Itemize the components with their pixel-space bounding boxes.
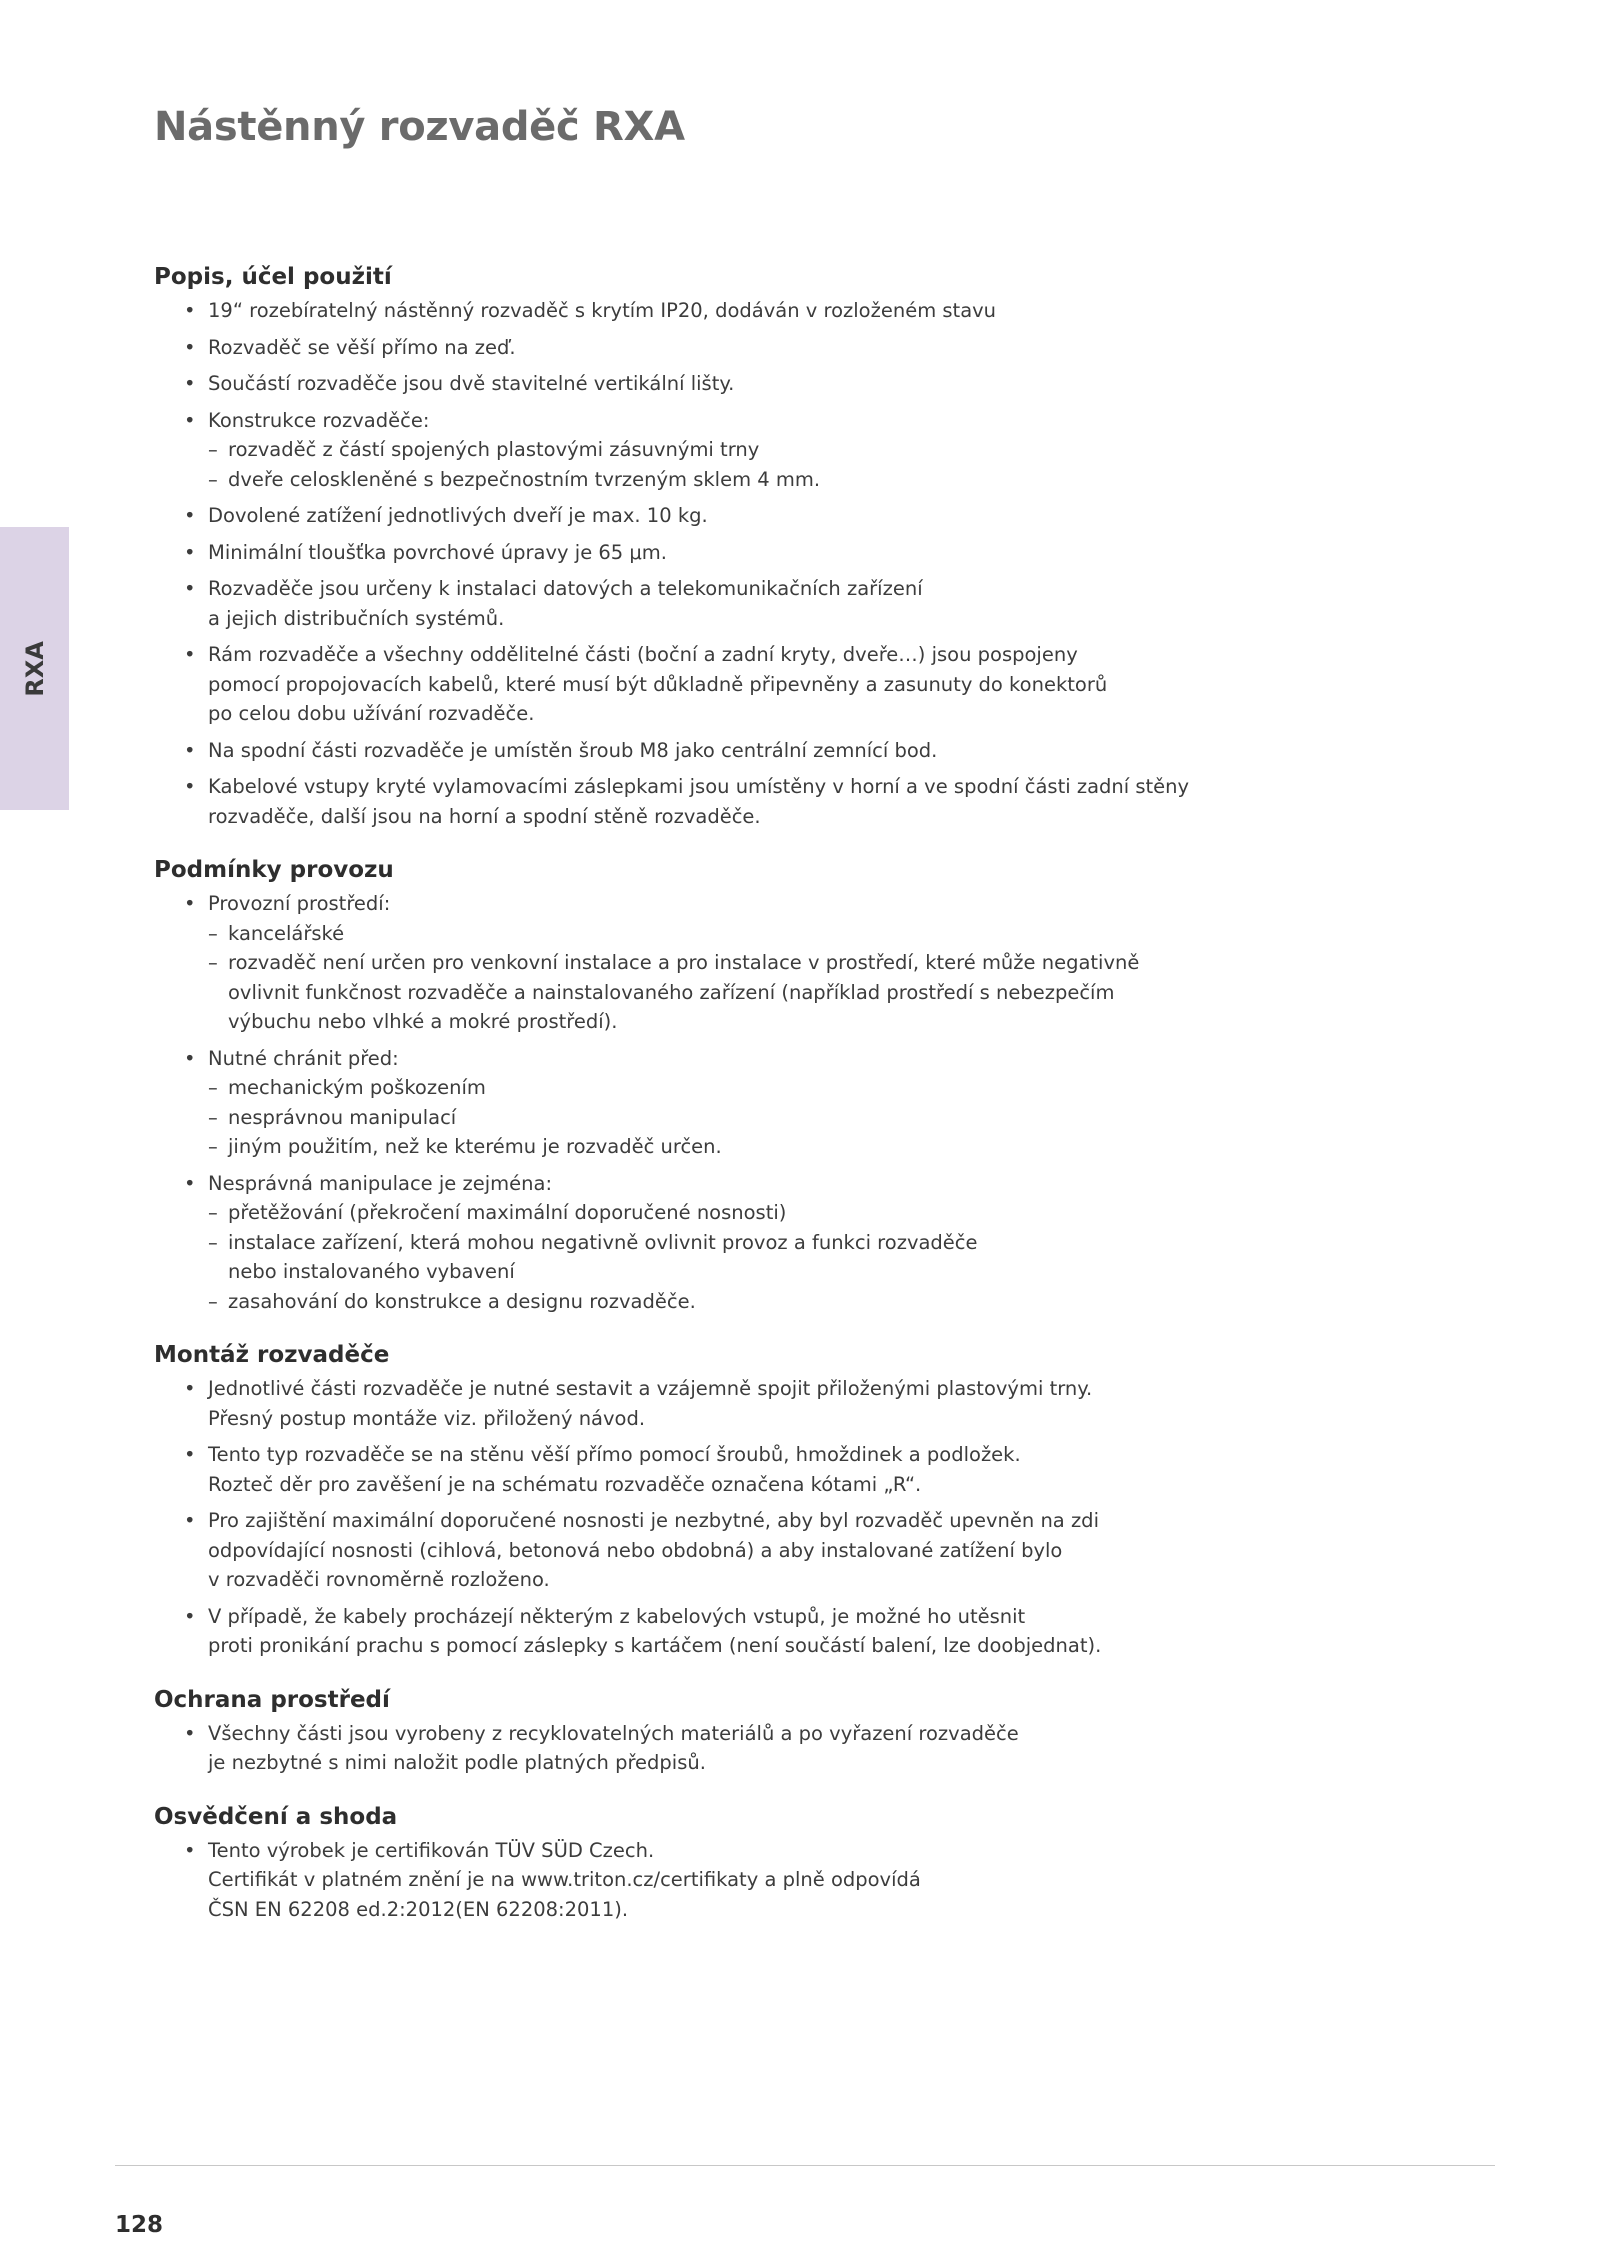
bullet-text-line: po celou dobu užívání rozvaděče.	[208, 702, 535, 725]
bullet-text-line: • Rozvaděč se věší přímo na zeď.	[208, 335, 516, 359]
sub-item	[208, 1073, 1254, 1103]
bullet-item	[154, 1506, 1254, 1595]
bullet-item	[154, 501, 1254, 531]
section	[154, 1802, 1254, 1925]
bullet-text-line: a jejich distribučních systémů.	[208, 606, 505, 630]
sub-text-line: – nesprávnou manipulací	[228, 1105, 457, 1129]
sub-item	[208, 948, 1254, 1037]
bullet-text-line: ČSN EN 62208 ed.2:2012(EN 62208:2011).	[208, 1897, 629, 1921]
section	[154, 262, 1254, 831]
sub-list	[208, 1073, 1254, 1162]
bullet-list	[154, 1719, 1254, 1778]
bullet-text-line: • Součástí rozvaděče jsou dvě stavitelné vertikální lišty.	[208, 372, 735, 395]
bullet-text-line: • Jednotlivé části rozvaděče je nutné sestavit a vzájemně spojit přiloženými plastovými trny.	[208, 1377, 1093, 1400]
bullet-list	[154, 1836, 1254, 1925]
sub-item	[208, 465, 1254, 495]
bullet-text-line: • Tento výrobek je certifikován TÜV SÜD Czech.	[208, 1838, 655, 1862]
sub-item	[208, 1132, 1254, 1162]
sub-item	[208, 919, 1254, 949]
bullet-text-line: • Minimální tloušťka povrchové úpravy je 65 μm.	[208, 540, 668, 564]
sub-list	[208, 435, 1254, 494]
bullet-item	[154, 1719, 1254, 1778]
sub-text-line: – mechanickým poškozením	[228, 1076, 486, 1099]
sub-text-line: – zasahování do konstrukce a designu rozvaděče.	[228, 1289, 696, 1313]
bullet-text-line: • Rozvaděče jsou určeny k instalaci datových a telekomunikačních zařízení	[208, 577, 923, 600]
bullet-item	[154, 538, 1254, 568]
bullet-text-line: • Konstrukce rozvaděče:	[208, 408, 430, 432]
section	[154, 1685, 1254, 1778]
bullet-item	[154, 333, 1254, 363]
sub-text-line: nebo instalovaného vybavení	[228, 1260, 515, 1283]
bullet-text-line: • Rám rozvaděče a všechny oddělitelné části (boční a zadní kryty, dveře…) jsou pospojeny	[208, 643, 1078, 666]
sub-item	[208, 1103, 1254, 1133]
section	[154, 855, 1254, 1316]
bullet-text-line: • Pro zajištění maximální doporučené nosnosti je nezbytné, aby byl rozvaděč upevněn na zdi	[208, 1509, 1099, 1532]
bullet-text-line: • Provozní prostředí:	[208, 892, 391, 915]
bullet-text-line: v rozvaděči rovnoměrně rozloženo.	[208, 1568, 550, 1591]
sub-item	[208, 1287, 1254, 1317]
sub-text-line: – rozvaděč není určen pro venkovní instalace a pro instalace v prostředí, které může negativně	[228, 951, 1140, 974]
sub-item	[208, 435, 1254, 465]
bullet-item	[154, 369, 1254, 399]
section-heading: Podmínky provozu	[154, 857, 394, 883]
bullet-text-line: • Dovolené zatížení jednotlivých dveří je max. 10 kg.	[208, 504, 708, 527]
bullet-item	[154, 1836, 1254, 1925]
sub-text-line: – instalace zařízení, která mohou negativně ovlivnit provoz a funkci rozvaděče	[228, 1230, 978, 1254]
bullet-item	[154, 772, 1254, 831]
bullet-text-line: • Nutné chránit před:	[208, 1046, 399, 1070]
sub-text-line: – jiným použitím, než ke kterému je rozvaděč určen.	[228, 1135, 722, 1158]
section-heading: Ochrana prostředí	[154, 1686, 390, 1713]
section	[154, 1340, 1254, 1661]
bullet-list	[154, 1374, 1254, 1661]
sub-text-line: – rozvaděč z částí spojených plastovými zásuvnými trny	[228, 438, 760, 461]
sub-text-line: – dveře celoskleněné s bezpečnostním tvrzeným sklem 4 mm.	[228, 467, 821, 491]
bullet-text-line: Rozteč děr pro zavěšení je na schématu rozvaděče označena kótami „R“.	[208, 1472, 922, 1496]
bullet-text-line: • Kabelové vstupy kryté vylamovacími záslepkami jsou umístěny v horní a ve spodní části zadní stěny	[208, 775, 1190, 798]
bullet-text-line: je nezbytné s nimi naložit podle platných předpisů.	[208, 1751, 706, 1774]
bullet-item	[154, 574, 1254, 633]
sub-list	[208, 919, 1254, 1037]
section-heading: Popis, účel použití	[154, 264, 392, 290]
bullet-item	[154, 889, 1254, 1037]
bullet-list	[154, 296, 1254, 831]
bullet-text-line: • V případě, že kabely procházejí některým z kabelových vstupů, je možné ho utěsnit	[208, 1604, 1026, 1628]
bullet-item	[154, 406, 1254, 495]
bullet-text-line: • Tento typ rozvaděče se na stěnu věší přímo pomocí šroubů, hmoždinek a podložek.	[208, 1443, 1021, 1466]
bullet-item	[154, 736, 1254, 766]
bullet-text-line: rozvaděče, další jsou na horní a spodní stěně rozvaděče.	[208, 804, 761, 828]
sub-text-line: ovlivnit funkčnost rozvaděče a nainstalovaného zařízení (například prostředí s nebezpečím	[228, 980, 1115, 1004]
sub-text-line: – kancelářské	[228, 921, 345, 945]
side-tab-label: RXA	[20, 640, 49, 697]
bullet-text-line: • Všechny části jsou vyrobeny z recyklovatelných materiálů a po vyřazení rozvaděče	[208, 1721, 1019, 1745]
bullet-list	[154, 889, 1254, 1316]
bullet-text-line: Certifikát v platném znění je na www.triton.cz/certifikaty a plně odpovídá	[208, 1868, 921, 1891]
bullet-item	[154, 1602, 1254, 1661]
section-heading: Montáž rozvaděče	[154, 1342, 390, 1368]
bullet-item	[154, 1374, 1254, 1433]
section-heading: Osvědčení a shoda	[154, 1803, 398, 1830]
section-side-tab	[0, 527, 69, 810]
sub-item	[208, 1198, 1254, 1228]
sub-item	[208, 1228, 1254, 1287]
footer-divider	[115, 2165, 1495, 2166]
bullet-text-line: • Nesprávná manipulace je zejména:	[208, 1171, 553, 1195]
bullet-text-line: odpovídající nosnosti (cihlová, betonová nebo obdobná) a aby instalované zatížení bylo	[208, 1538, 1063, 1562]
bullet-text-line: • 19“ rozebíratelný nástěnný rozvaděč s krytím IP20, dodáván v rozloženém stavu	[208, 299, 997, 322]
bullet-text-line: pomocí propojovacích kabelů, které musí být důkladně připevněny a zasunuty do konektorů	[208, 672, 1108, 696]
sub-text-line: – přetěžování (překročení maximální doporučené nosnosti)	[228, 1201, 787, 1224]
bullet-item	[154, 296, 1254, 326]
page-number: 128	[115, 2212, 164, 2238]
sub-text-line: výbuchu nebo vlhké a mokré prostředí).	[228, 1010, 618, 1033]
sub-list	[208, 1198, 1254, 1316]
bullet-text-line: • Na spodní části rozvaděče je umístěn šroub M8 jako centrální zemnící bod.	[208, 738, 938, 762]
bullet-item	[154, 640, 1254, 729]
bullet-item	[154, 1169, 1254, 1317]
page-title: Nástěnný rozvaděč RXA	[154, 104, 685, 150]
bullet-item	[154, 1044, 1254, 1162]
bullet-text-line: Přesný postup montáže viz. přiložený návod.	[208, 1406, 646, 1430]
bullet-text-line: proti pronikání prachu s pomocí záslepky s kartáčem (není součástí balení, lze doobjednat).	[208, 1634, 1102, 1657]
document-body	[154, 262, 1254, 1948]
bullet-item	[154, 1440, 1254, 1499]
